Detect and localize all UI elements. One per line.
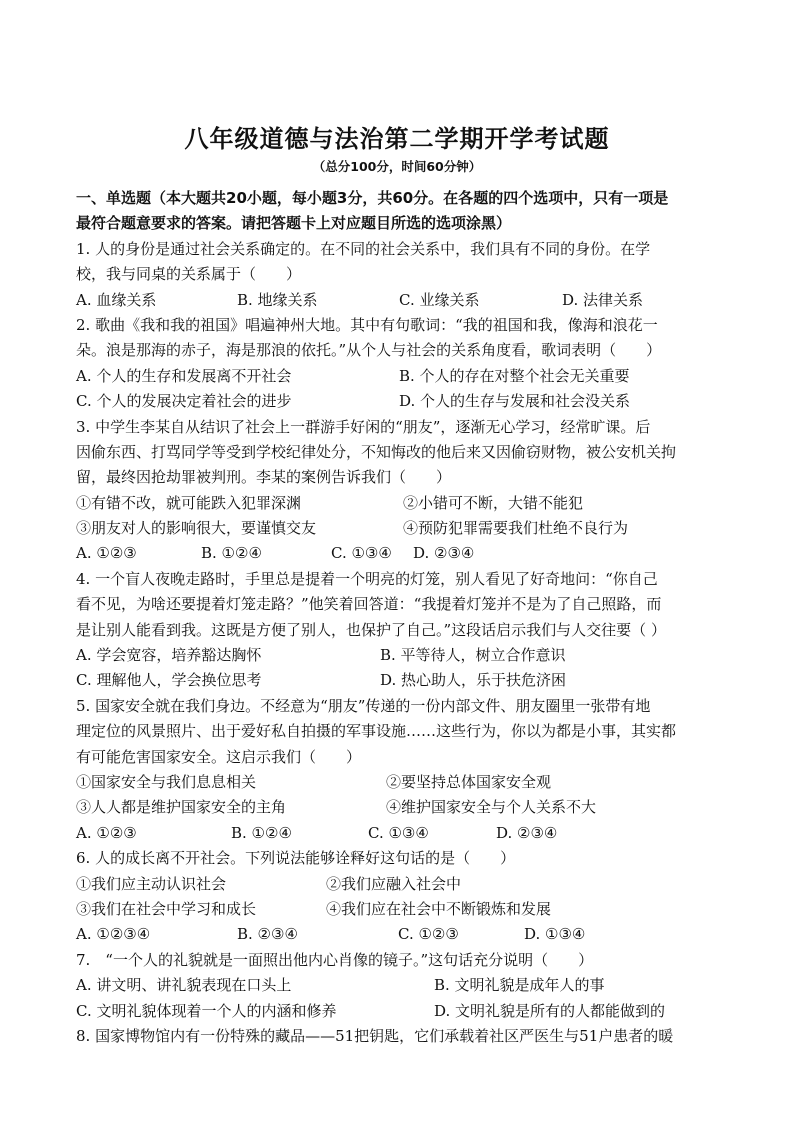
question-6: [76, 846, 720, 948]
option-d: D. ①③④: [524, 925, 586, 944]
question-1: [76, 237, 720, 313]
question-stem: 7. “一个人的礼貌就是一面照出他内心肖像的镜子。”这句话充分说明（ ）: [76, 950, 594, 969]
option-a: A. 个人的生存和发展离不开社会: [76, 366, 292, 385]
statement-row: [76, 872, 720, 897]
question-8: [76, 1024, 720, 1049]
option-a: A. 血缘关系: [76, 290, 157, 309]
option-c: C. 业缘关系: [399, 290, 480, 309]
option-a: A. ①②③④: [76, 925, 151, 944]
question-4: [76, 567, 720, 694]
option-b: B. 个人的存在对整个社会无关重要: [399, 366, 630, 385]
option-row: [76, 364, 720, 389]
question-7: [76, 948, 720, 1024]
option-a: A. 学会宽容，培养豁达胸怀: [76, 646, 262, 665]
question-stem: 8. 国家博物馆内有一份特殊的藏品——51把钥匙，它们承载着社区严医生与51户患者的暖: [76, 1026, 674, 1045]
option-row: [76, 821, 720, 846]
statement-2: ②要坚持总体国家安全观: [386, 772, 552, 791]
option-c: C. ①③④: [331, 544, 392, 563]
page-subtitle: （总分100分，时间60分钟）: [312, 159, 482, 174]
statement-3: ③朋友对人的影响很大，要谨慎交友: [76, 519, 317, 538]
statement-3: ③我们在社会中学习和成长: [76, 899, 257, 918]
statement-3: ③人人都是维护国家安全的主角: [76, 798, 287, 817]
statement-row: [76, 795, 720, 820]
question-stem: 看不见，为啥还要提着灯笼走路？”他笑着回答道：“我提着灯笼并不是为了自己照路，而: [76, 595, 662, 614]
option-b: B. ①②④: [231, 823, 292, 842]
statement-row: [76, 516, 720, 541]
statement-row: [76, 770, 720, 795]
option-d: D. ②③④: [496, 823, 558, 842]
option-d: D. 法律关系: [562, 290, 644, 309]
question-stem: 2. 歌曲《我和我的祖国》唱遍神州大地。其中有句歌词：“我的祖国和我，像海和浪花一: [76, 315, 658, 334]
option-b: B. 地缘关系: [237, 290, 318, 309]
question-stem: 是让别人能看到我。这既是方便了别人，也保护了自己。”这段话启示我们与人交往要（ ）: [76, 620, 666, 639]
statement-2: ②小错可不断，大错不能犯: [403, 493, 584, 512]
option-c: C. 理解他人，学会换位思考: [76, 671, 262, 690]
option-row: [76, 389, 720, 414]
statement-row: [76, 491, 720, 516]
section-heading-cont: 最符合题意要求的答案。请把答题卡上对应题目所选的选项涂黑）: [76, 214, 512, 233]
option-c: C. 文明礼貌体现着一个人的内涵和修养: [76, 1001, 337, 1020]
statement-1: ①我们应主动认识社会: [76, 874, 227, 893]
statement-4: ④预防犯罪需要我们杜绝不良行为: [403, 519, 629, 538]
option-row: [76, 973, 720, 998]
question-stem: 4. 一个盲人夜晚走路时，手里总是提着一个明亮的灯笼，别人看见了好奇地问：“你自己: [76, 569, 658, 588]
statement-2: ②我们应融入社会中: [326, 874, 462, 893]
question-stem: 3. 中学生李某自从结识了社会上一群游手好闲的“朋友”，逐渐无心学习，经常旷课。后: [76, 417, 651, 436]
option-c: C. 个人的发展决定着社会的进步: [76, 392, 292, 411]
option-row: [76, 922, 720, 947]
option-c: C. ①②③: [398, 925, 459, 944]
question-stem: 因偷东西、打骂同学等受到学校纪律处分，不知悔改的他后来又因偷窃财物，被公安机关拘: [76, 442, 677, 461]
option-d: D. 文明礼貌是所有的人都能做到的: [434, 1001, 666, 1020]
question-stem: 5. 国家安全就在我们身边。不经意为“朋友”传递的一份内部文件、朋友圈里一张带有地: [76, 696, 651, 715]
statement-4: ④维护国家安全与个人关系不大: [386, 798, 597, 817]
option-c: C. ①③④: [368, 823, 429, 842]
exam-content: [76, 186, 720, 1049]
option-a: A. ①②③: [76, 544, 137, 563]
statement-4: ④我们应在社会中不断锻炼和发展: [326, 899, 552, 918]
statement-1: ①有错不改，就可能跌入犯罪深渊: [76, 493, 302, 512]
question-stem: 6. 人的成长离不开社会。下列说法能够诠释好这句话的是（ ）: [76, 849, 516, 868]
statement-row: [76, 897, 720, 922]
option-row: [76, 541, 720, 566]
option-a: A. ①②③: [76, 823, 137, 842]
option-b: B. ②③④: [237, 925, 298, 944]
question-stem: 留，最终因抢劫罪被判刑。李某的案例告诉我们（ ）: [76, 468, 452, 487]
option-b: B. 文明礼貌是成年人的事: [434, 976, 605, 995]
option-d: D. 热心助人，乐于扶危济困: [380, 671, 567, 690]
question-3: [76, 415, 720, 567]
question-stem: 有可能危害国家安全。这启示我们（ ）: [76, 747, 362, 766]
question-stem: 朵。浪是那海的赤子，海是那浪的依托。”从个人与社会的关系角度看，歌词表明（ ）: [76, 341, 662, 360]
page-title: 八年级道德与法治第二学期开学考试题: [184, 125, 610, 153]
question-stem: 理定位的风景照片、出于爱好私自拍摄的军事设施……这些行为，你以为都是小事，其实都: [76, 722, 677, 741]
question-stem: 校，我与同桌的关系属于（ ）: [76, 265, 302, 284]
option-b: B. 平等待人，树立合作意识: [380, 646, 566, 665]
option-row: [76, 643, 720, 668]
option-a: A. 讲文明、讲礼貌表现在口头上: [76, 976, 292, 995]
option-d: D. 个人的生存与发展和社会没关系: [399, 392, 631, 411]
question-5: [76, 694, 720, 846]
option-row: [76, 999, 720, 1024]
option-row: [76, 668, 720, 693]
question-2: [76, 313, 720, 415]
statement-1: ①国家安全与我们息息相关: [76, 772, 257, 791]
option-d: D. ②③④: [413, 544, 475, 563]
option-b: B. ①②④: [201, 544, 262, 563]
question-stem: 1. 人的身份是通过社会关系确定的。在不同的社会关系中，我们具有不同的身份。在学: [76, 239, 651, 258]
section-heading: 一、单选题（本大题共20小题，每小题3分，共60分。在各题的四个选项中，只有一项是: [76, 189, 669, 207]
option-row: [76, 288, 720, 313]
